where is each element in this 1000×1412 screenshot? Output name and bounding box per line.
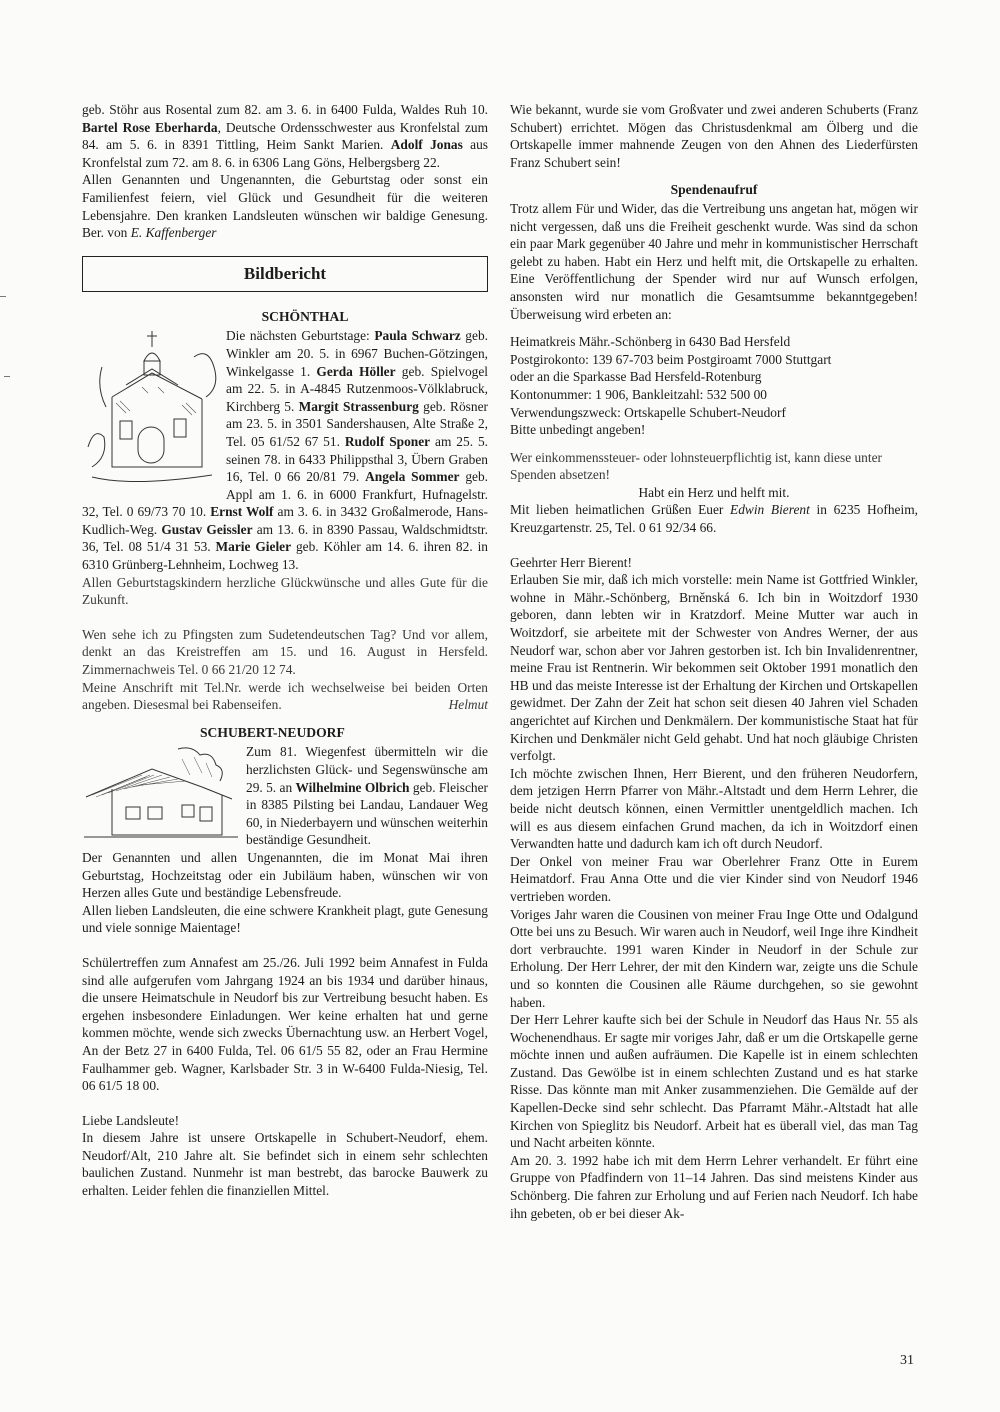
bold-name: Marie Gieler: [215, 539, 292, 555]
right-column: [510, 101, 918, 1222]
text-run: geb. Köhler am 14. 6. ihren 82. in 6310 Grünberg-Lehnheim, Lochweg 13.: [82, 539, 488, 573]
schubert-heading: SCHUBERT-NEUDORF: [200, 724, 345, 740]
bank-line: Heimatkreis Mähr.-Schönberg in 6430 Bad Hersfeld: [510, 334, 791, 350]
text-run: am 3. 6. in 3432 Großalmerode, Hans-Kudlich-Weg.: [82, 504, 488, 537]
bank-line: Kontonummer: 1 906, Bankleitzahl: 532 500 00: [510, 386, 767, 402]
text-run: in 6235 Hofheim, Kreuzgartenstr. 25, Tel. 0 61 92/34 66.: [510, 502, 918, 536]
bold-name: Gerda Höller: [316, 363, 396, 379]
signoff-greetings: [510, 501, 918, 536]
margin-mark: [0, 296, 6, 297]
bold-name: Margit Strassenburg: [298, 398, 419, 414]
bold-name: Angela Sommer: [365, 469, 460, 485]
chapel-paragraph: In diesem Jahre ist unsere Ortskapelle in Schubert-Neudorf, ehem. Neudorf/Alt, 210 Jahre alt. Sie befindet sich in einem sehr schlechten baulichen Zustand. Nunmehr ist man bestrebt, das barocke Bauwerk zu erhalten. Leider fehlen die finanziellen Mittel.: [82, 1130, 488, 1199]
tax-note: Wer einkommenssteuer- oder lohnsteuerpflichtig ist, kann diese unter Spenden absetzen!: [510, 449, 882, 483]
donation-appeal: Trotz allem Für und Wider, das die Vertreibung uns angetan hat, mögen wir nicht vergessen, daß uns die Freiheit geschenkt wurde. Was sind da schon ein paar Mark gegenüber 40 Jahre und mehr in kommunistischer Herrschaft gelebt zu haben. Habt ein Herz und helft mit, die Ortskapelle zu erhalten. Eine Veröffentlichung der Spender wird nur auf Wunsch erfolgen, ansonsten wird nur monatlich die Gesamtsumme bekanntgegeben! Überweisung wird erbeten an:: [510, 200, 918, 322]
text-run: geb. Appl am 1. 6. in 6000 Frankfurt, Hufnagelstr. 32, Tel. 0 69/73 70 10.: [82, 469, 489, 520]
bold-name: Bartel Rose Eberharda: [82, 119, 218, 135]
bank-line: Postgirokonto: 139 67-703 beim Postgiroamt 7000 Stuttgart: [510, 351, 832, 367]
letter-paragraph: Am 20. 3. 1992 habe ich mit dem Herrn Lehrer verhandelt. Er führt eine Gruppe von Pfadfindern von 11–14 Jahren. Das sind meistens Kinder aus Schönberg. Die fahren zur Erholung und auf Ferien nach Neudorf. Ich habe ihn gebeten, ob er bei dieser Ak-: [510, 1152, 918, 1221]
text-run: geb. Fleischer in 8385 Pilsting bei Landau, Landauer Weg 60, in Niederbayern und wünschen weiterhin beständige Gesundheit.: [246, 779, 489, 848]
help-slogan: Habt ein Herz und helft mit.: [638, 484, 790, 500]
house-drawing: [82, 745, 240, 843]
margin-mark: [4, 376, 10, 377]
intro-wishes: [82, 171, 488, 241]
italic-text: Edwin Bierent: [730, 502, 810, 518]
intro-paragraph: [82, 101, 488, 171]
text-run: Die nächsten Geburtstage:: [226, 328, 375, 344]
greeting-line: Liebe Landsleute!: [82, 1112, 180, 1128]
section-box-title: Bildbericht: [82, 256, 488, 292]
address-note-signature: Helmut: [448, 697, 488, 713]
address-note: [82, 679, 488, 714]
page-number: 31: [900, 1353, 914, 1368]
bold-name: Gustav Geissler: [161, 521, 253, 537]
text-run: aus Kronfelstal zum 72. am 8. 6. in 6306 Lang Göns, Helbergsberg 22.: [82, 137, 489, 170]
text-run: am 13. 6. in 8390 Passau, Waldschmidtstr. 36, Tel. 08 51/4 31 53.: [82, 521, 488, 555]
schubert-wishes: Der Genannten und allen Ungenannten, die im Monat Mai ihren Geburtstag, Hochzeitstag oder ein Jubiläum haben, wünschen wir von Herzen alles Gute und beständige Lebensfreude.: [82, 849, 488, 901]
schoenthal-wishes: Allen Geburtstagskindern herzliche Glückwünsche und alles Gute für die Zukunft.: [82, 574, 488, 608]
letter-salutation: Geehrter Herr Bierent!: [510, 554, 632, 570]
bold-name: Paula Schwarz: [374, 328, 461, 344]
bold-name: Adolf Jonas: [390, 137, 463, 153]
schoenthal-heading: SCHÖNTHAL: [261, 308, 349, 324]
bold-name: Ernst Wolf: [210, 504, 274, 520]
text-run: Zum 81. Wiegenfest übermitteln wir die herzlichsten Glück- und Segenswünsche am 29. 5. an: [246, 744, 488, 795]
letter-paragraph: Der Onkel von meiner Frau war Oberlehrer Franz Otte in Eurem Heimatdorf. Frau Anna Otte und die vier Kinder sind von Neudorf 1946 vertrieben worden.: [510, 853, 918, 904]
text-run: am 25. 5. seinen 78. in 6433 Philippsthal 3, Übern Graben 16, Tel. 0 66 20/81 79.: [226, 433, 489, 485]
text-run: Allen Genannten und Ungenannten, die Geburtstag oder sonst ein Familienfest feiern, viel Glück und Gesundheit für die weiteren Lebensjahre. Den kranken Landsleuten wünschen wir baldige Genesung. Ber. von: [82, 172, 488, 241]
bank-details: [510, 333, 918, 439]
left-column: [82, 101, 488, 1200]
text-run: geb. Stöhr aus Rosental zum 82. am 3. 6. in 6400 Fulda, Waldes Ruh 10.: [82, 102, 488, 117]
address-note-text: Meine Anschrift mit Tel.Nr. werde ich wechselweise bei beiden Orten angeben. Diesesmal bei Rabenseifen.: [82, 679, 488, 713]
text-run: , Deutsche Ordensschwester aus Kronfelstal zum 84. am 5. 6. in 8391 Tittling, Heim Sankt Marien.: [82, 119, 489, 153]
letter-paragraph: Der Herr Lehrer kaufte sich bei der Schule in Neudorf das Haus Nr. 55 als Wochenendhaus. Er sagte mir voriges Jahr, daß er um die Ortskapelle gerne möchte innen und außen aufräumen. Die Kapelle ist in einem schlechten Zustand. Das Gewölbe ist in einem schlechten Zustand und es hat starke Risse. Das könnte man mit Anker zusammenziehen. Die Gemälde auf der Kapellen-Decke sind sehr schlecht. Das Pfarramt Mähr.-Altstadt hat alle Kirchen von Spieglitz bis Neudorf. Arbeit hat es überall viel, das man Tag und Nacht arbeiten könnte.: [510, 1012, 918, 1151]
text-run: geb. Rösner am 23. 5. in 3501 Sandershausen, Alte Straße 2, Tel. 05 61/52 67 51.: [226, 398, 488, 449]
pfingsten-paragraph: Wen sehe ich zu Pfingsten zum Sudetendeutschen Tag? Und vor allem, denkt an das Kreistreffen am 15. und 16. August in Hersfeld. Zimmernachweis Tel. 0 66 21/20 12 74.: [82, 626, 488, 678]
text-run: geb. Spielvogel am 22. 5. in A-4845 Rutzenmoos-Völklabruck, Kirchberg 5.: [226, 363, 489, 414]
letter-paragraph: Erlauben Sie mir, daß ich mich vorstelle: mein Name ist Gottfried Winkler, wohne in Mähr.-Schönberg, Brněnská 6. Ich bin in Woitzdorf 1930 geboren, dann lebten wir in Kratzdorf. Meine Mutter war auch in Woitzdorf, sie arbeitete mit der Schwester von Andres Werner, der aus Neudorf war, schon aber vor Jahren gestorben ist. Ich bin Invalidenrentner, meine Frau ist Rentnerin. Wir bekommen seit Oktober 1991 monatlich den HB und das meiste Interesse ist der Erhaltung der Kirchen und Ortskapellen gewidmet. Der Zahn der Zeit hat schon seit diesen 40 Jahren viel Schaden angerichtet auf Kirchen und Denkmälern. Der kommunistische Staat hat für Kirchen und Denkmäler nicht Geld gehabt. Und hat noch gläubige Christen verfolgt.: [510, 572, 918, 764]
school-reunion-paragraph: Schülertreffen zum Annafest am 25./26. Juli 1992 beim Annafest in Fulda sind alle aufgerufen vom Jahrgang 1924 an bis 1934 und darüber hinaus, die unsere Heimatschule in Neudorf bis zur Vertreibung besucht haben. Es ergehen insbesondere Einladungen. Wer keine erhalten hat und gerne kommen möchte, wende sich zwecks Übernachtung usw. an Herbert Vogel, An der Betz 27 in 6400 Fulda, Tel. 06 61/5 55 82, oder an Frau Hermine Faulhammer geb. Wagner, Karlsbader Str. 3 in W-6400 Fulda-Niesig, Tel. 06 61/5 18 00.: [82, 954, 488, 1094]
bold-name: Wilhelmine Olbrich: [295, 779, 410, 795]
bank-line: Bitte unbedingt angeben!: [510, 422, 646, 438]
italic-text: E. Kaffenberger: [130, 225, 217, 241]
schubert-get-well: Allen lieben Landsleuten, die eine schwere Krankheit plagt, gute Genesung und viele sonnige Maientage!: [82, 902, 488, 936]
donation-heading: Spendenaufruf: [670, 182, 758, 198]
bold-name: Rudolf Sponer: [344, 433, 431, 449]
letter-paragraph: Voriges Jahr waren die Cousinen von meiner Frau Inge Otte und Odalgund Otte bei uns zu Besuch. Wir waren auch in Neudorf, weil Inge ihre Kindheit dort verbrauchte. 1991 waren Kinder in Neudorf in der Schule zur Erholung. Der Herr Lehrer, der mit den Kindern war, zeigte uns die Schule und so konnten die Cousinen alle Räume durchgehen, so sie gewohnt haben.: [510, 906, 918, 1010]
text-run: Mit lieben heimatlichen Grüßen Euer: [510, 502, 731, 518]
bank-line: Verwendungszweck: Ortskapelle Schubert-Neudorf: [510, 404, 786, 420]
bank-line: oder an die Sparkasse Bad Hersfeld-Rotenburg: [510, 369, 762, 385]
text-run: geb. Winkler am 20. 5. in 6967 Buchen-Götzingen, Winkelgasse 1.: [226, 328, 488, 379]
letter-paragraph: Ich möchte zwischen Ihnen, Herr Bierent, und den früheren Neudorfern, dem jetzigen Herrn Pfarrer von Mähr.-Altstadt und dem Herrn Lehrer, die beide nicht deutsch können, einen Vermittler unentgeldlich machen. Ich will es aus diesem einfachen Grund machen, da ich in Woitzdorf einen Verwandten hatte und dadurch kam ich oft durch Neudorf.: [510, 765, 918, 852]
chapel-history-paragraph: Wie bekannt, wurde sie vom Großvater und zwei anderen Schuberts (Franz Schubert) errichtet. Mögen das Christusdenkmal am Ölberg und die Ortskapelle immer mahnende Zeugen von den Ahnen des Liederfürsten Franz Schubert sein!: [510, 102, 918, 170]
chapel-drawing: [82, 327, 220, 495]
